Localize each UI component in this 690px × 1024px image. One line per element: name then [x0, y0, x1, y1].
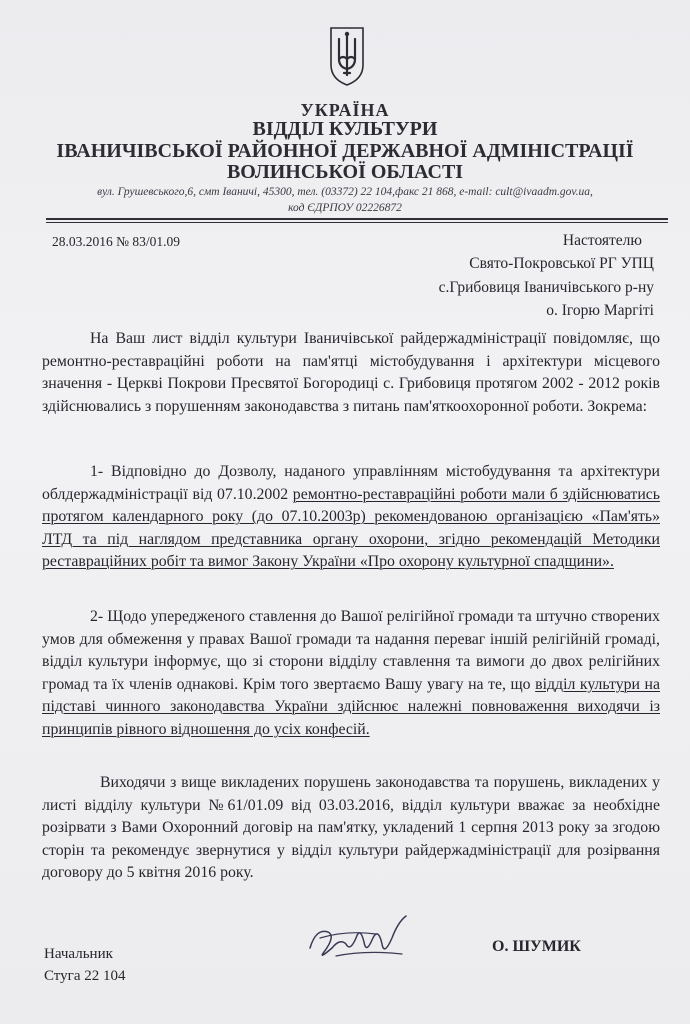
paragraph-2-text: 1- Відповідно до Дозволу, наданого управлінням містобудування та архітектури облдержадміністрації від 07.10.2002: [42, 463, 660, 503]
body-paragraph-2: [42, 461, 660, 574]
header-country: УКРАЇНА: [300, 100, 390, 120]
body-paragraph-1: На Ваш лист відділ культури Іваничівської райдержадміністрації повідомляє, що ремонтно-реставраційні роботи на пам'ятці містобудування і архітектури місцевого значення - Церкві Покрови Пресвятої Богородиці с. Грибовиця протягом 2002 - 2012 років здійснювались з порушенням законодавства з питань пам'яткоохоронної роботи. Зокрема:: [42, 330, 660, 415]
header-divider: [46, 218, 668, 220]
paragraph-3-text: 2- Щодо упередженого ставлення до Вашої релігійної громади та штучно створених умов для обмеження у правах Вашої громади та надання переваг іншій релігійній громаді, відділ культури інформує, що зі сторони відділу ставлення та вимоги до двох релігійних громад та їх членів однакові. Крім того звертаємо Вашу увагу на те, що: [42, 608, 660, 693]
header-department: ВІДДІЛ КУЛЬТУРИ: [252, 118, 438, 140]
header-address: вул. Грушевського,6, смт Іваничі, 45300, тел. (03372) 22 104,факс 21 868, e-mail: cult@ivaadm.gov.ua,: [97, 186, 593, 198]
signer-position: Начальник: [44, 946, 113, 962]
handwritten-signature-icon: [306, 908, 416, 970]
header-region: ВОЛИНСЬКОЇ ОБЛАСТІ: [226, 161, 464, 183]
addressee-line-3: с.Грибовиця Іваничівського р-ну: [438, 279, 654, 296]
executor-contact: Стуга 22 104: [44, 968, 126, 984]
header-divider-thin: [46, 222, 668, 223]
addressee-line-1: Настоятелю: [562, 232, 642, 249]
body-paragraph-4: Виходячи з вище викладених порушень законодавства та порушень, викладених у листі відділу культури №61/01.09 від 03.03.2016, відділ культури вважає за необхідне розірвати з Вами Охоронний договір на пам'ятку, укладений 1 серпня 2013 року за згодою сторін та рекомендує звернутися у відділ культури райдержадміністрації для розірвання договору до 5 квітня 2016 року.: [42, 774, 660, 881]
paragraph-3-underlined: відділ культури на підставі чинного законодавства України здійснює належні повноваження виходячи із принципів рівного відношення до усіх конфесій.: [42, 675, 660, 738]
paragraph-2-underlined: ремонтно-реставраційні роботи мали б здійснюватись протягом календарного року (до 07.10.2003р) рекомендованою організацією «Пам'ять» ЛТД та під наглядом представника органу охорони, згідно рекомендацій Методики реставраційних робіт та вимог Закону України «Про охорону культурної спадщини».: [42, 485, 660, 570]
trident-coat-of-arms-icon: [328, 25, 366, 87]
signer-name: О. ШУМИК: [492, 938, 581, 955]
registration-number: 28.03.2016 № 83/01.09: [52, 234, 181, 249]
addressee-line-2: Свято-Покровської РГ УПЦ: [469, 255, 654, 272]
header-administration: ІВАНИЧІВСЬКОЇ РАЙОННОЇ ДЕРЖАВНОЇ АДМІНІСТРАЦІЇ: [56, 140, 634, 162]
addressee-line-4: о. Ігорю Маргіті: [546, 302, 654, 319]
body-paragraph-3: [42, 606, 660, 741]
header-code: код ЄДРПОУ 02226872: [288, 202, 402, 214]
